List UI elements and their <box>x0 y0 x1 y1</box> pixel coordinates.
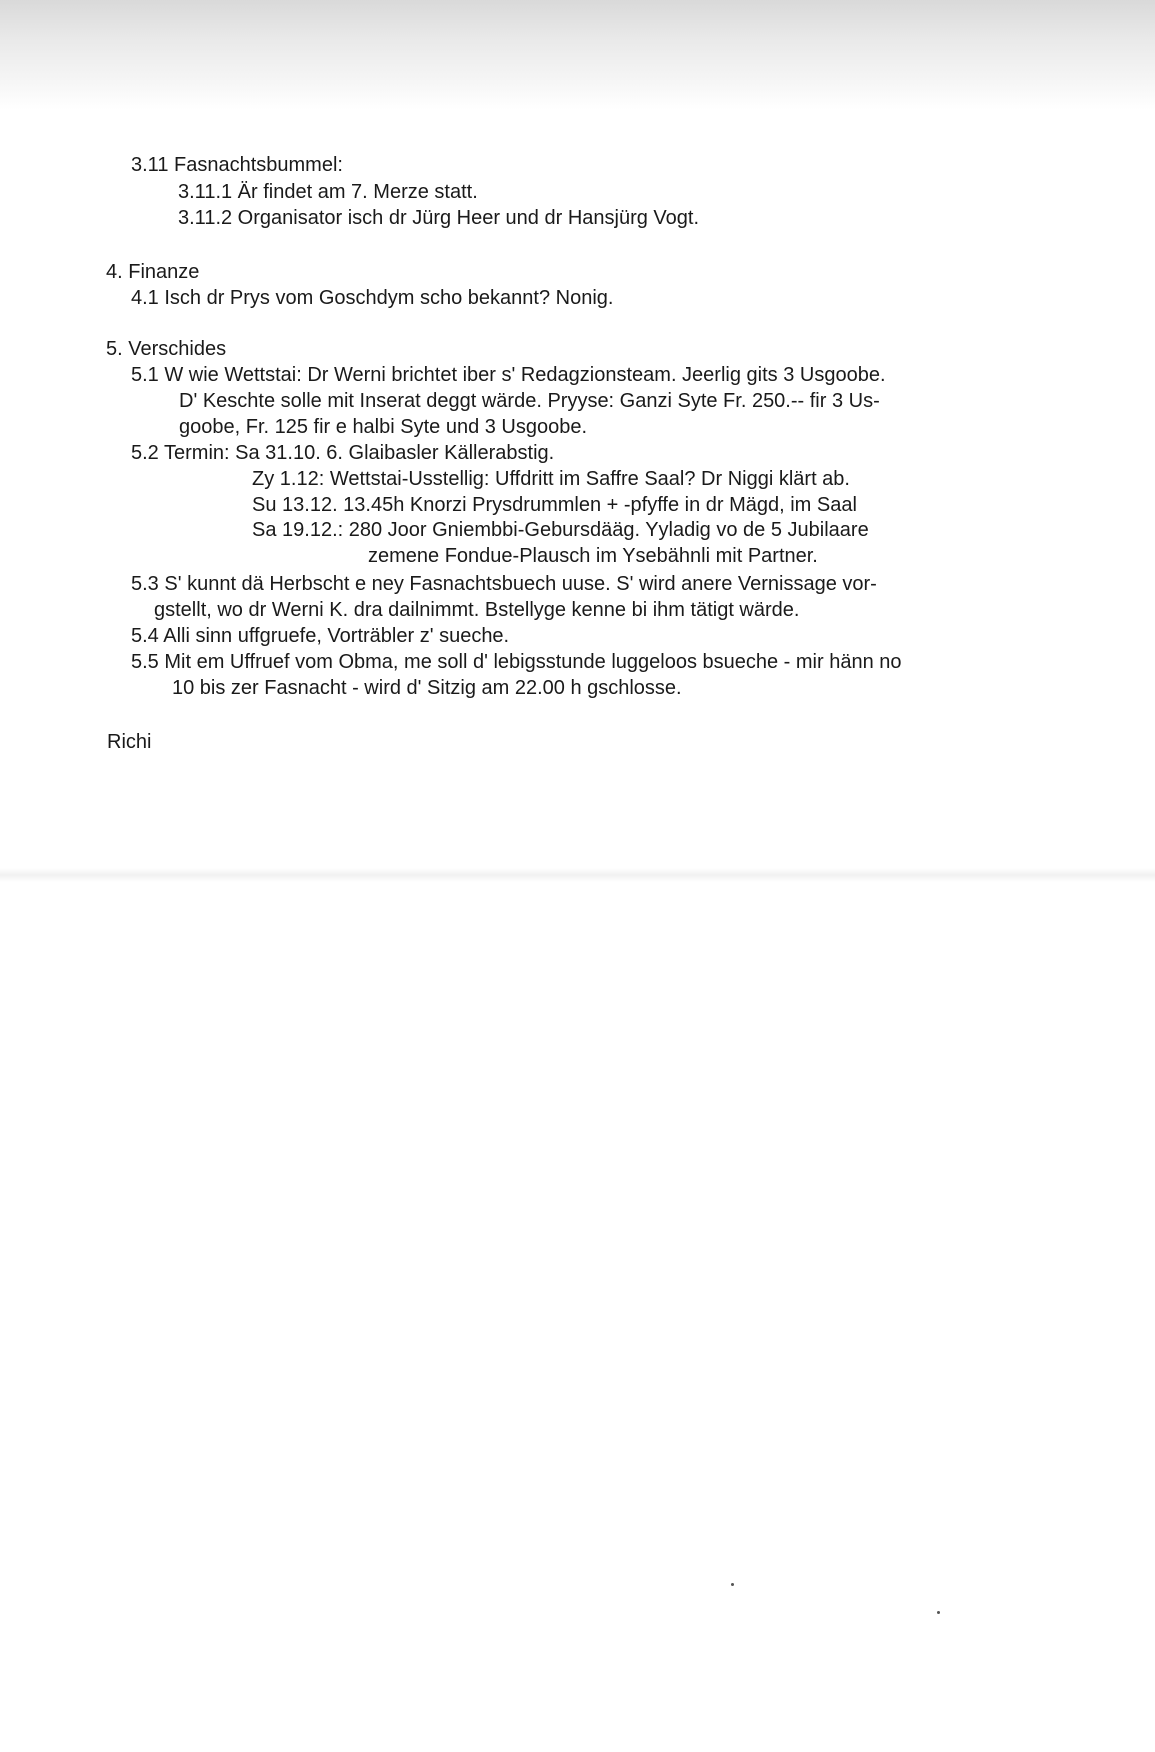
list-item-5-2-line: Su 13.12. 13.45h Knorzi Prysdrummlen + -pfyffe in dr Mägd, im Saal <box>252 494 857 516</box>
list-item-5-2-line: Sa 19.12.: 280 Joor Gniembbi-Gebursdääg. Yyladig vo de 5 Jubilaare <box>252 519 869 541</box>
section-heading-3-11: 3.11 Fasnachtsbummel: <box>131 154 343 176</box>
scan-speck <box>731 1583 734 1586</box>
list-item-3-11-2: 3.11.2 Organisator isch dr Jürg Heer und dr Hansjürg Vogt. <box>178 207 700 229</box>
list-item-5-3-line: 5.3 S' kunnt dä Herbscht e ney Fasnachtsbuech uuse. S' wird anere Vernissage vor- <box>131 573 877 595</box>
list-item-5-5-line: 10 bis zer Fasnacht - wird d' Sitzig am 22.00 h gschlosse. <box>172 677 682 699</box>
list-item-5-1-line: D' Keschte solle mit Inserat deggt wärde. Pryyse: Ganzi Syte Fr. 250.-- fir 3 Us- <box>179 390 880 412</box>
list-item-5-3-line: gstellt, wo dr Werni K. dra dailnimmt. Bstellyge kenne bi ihm tätigt wärde. <box>154 599 800 621</box>
list-item-3-11-1: 3.11.1 Är findet am 7. Merze statt. <box>178 181 478 203</box>
scan-fold-line <box>0 868 1155 882</box>
list-item-5-2-line: Zy 1.12: Wettstai-Usstellig: Uffdritt im Saffre Saal? Dr Niggi klärt ab. <box>252 468 850 490</box>
list-item-5-2-line: 5.2 Termin: Sa 31.10. 6. Glaibasler Källerabstig. <box>131 442 555 464</box>
list-item-5-1-line: goobe, Fr. 125 fir e halbi Syte und 3 Usgoobe. <box>179 416 588 438</box>
section-heading-4: 4. Finanze <box>106 261 200 283</box>
list-item-5-2-line: zemene Fondue-Plausch im Ysebähnli mit Partner. <box>368 545 818 567</box>
list-item-5-5-line: 5.5 Mit em Uffruef vom Obma, me soll d' lebigsstunde luggeloos bsueche - mir hänn no <box>131 651 902 673</box>
list-item-5-4: 5.4 Alli sinn uffgruefe, Vorträbler z' sueche. <box>131 625 510 647</box>
list-item-4-1: 4.1 Isch dr Prys vom Goschdym scho bekannt? Nonig. <box>131 287 614 309</box>
scan-speck <box>937 1611 940 1614</box>
section-heading-5: 5. Verschides <box>106 338 227 360</box>
list-item-5-1-line: 5.1 W wie Wettstai: Dr Werni brichtet iber s' Redagzionsteam. Jeerlig gits 3 Usgoobe. <box>131 364 886 386</box>
signature: Richi <box>107 731 152 753</box>
scan-shadow-top <box>0 0 1155 110</box>
